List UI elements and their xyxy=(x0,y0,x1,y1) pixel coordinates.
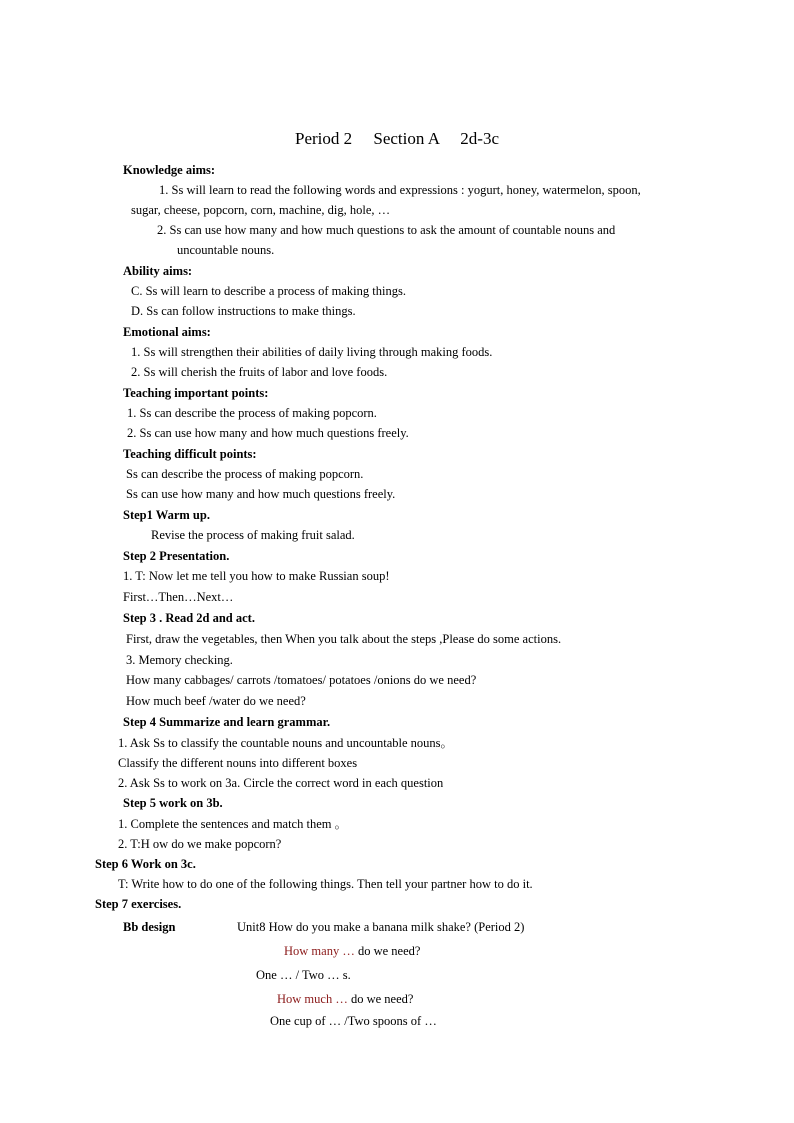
step4-line-1: 1. Ask Ss to classify the countable nouns and uncountable nouns。 xyxy=(118,736,454,750)
step2-line-2: First…Then…Next… xyxy=(123,590,234,604)
step5-line-1: 1. Complete the sentences and match them 。 xyxy=(118,817,348,831)
bb-how-much-line xyxy=(277,993,413,1006)
bb-how-many-label: How many … xyxy=(284,944,355,958)
step1-heading: Step1 Warm up. xyxy=(123,508,210,522)
ability-item-c: C. Ss will learn to describe a process of making things. xyxy=(131,284,406,298)
emotional-item-1: 1. Ss will strengthen their abilities of daily living through making foods. xyxy=(131,345,493,359)
bb-one-two-line: One … / Two … s. xyxy=(256,968,351,982)
step6-line-1: T: Write how to do one of the following things. Then tell your partner how to do it. xyxy=(118,877,533,891)
bb-how-many-line xyxy=(284,945,420,958)
step3-line-4: How much beef /water do we need? xyxy=(126,694,306,708)
knowledge-item-1-line-2: sugar, cheese, popcorn, corn, machine, dig, hole, … xyxy=(131,203,391,217)
step4-line-2: Classify the different nouns into different boxes xyxy=(118,756,358,770)
ability-item-d: D. Ss can follow instructions to make things. xyxy=(131,304,356,318)
step3-line-1: First, draw the vegetables, then When you talk about the steps ,Please do some actions. xyxy=(126,632,562,646)
step2-heading: Step 2 Presentation. xyxy=(123,549,230,563)
knowledge-item-2-line-1: 2. Ss can use how many and how much questions to ask the amount of countable nouns and xyxy=(157,223,616,237)
important-point-2: 2. Ss can use how many and how much questions freely. xyxy=(127,426,409,440)
bb-how-much-label: How much … xyxy=(277,992,348,1006)
step4-heading: Step 4 Summarize and learn grammar. xyxy=(123,715,331,729)
difficult-point-2: Ss can use how many and how much questions freely. xyxy=(126,487,396,501)
step5-heading: Step 5 work on 3b. xyxy=(123,796,223,810)
step3-line-3: How many cabbages/ carrots /tomatoes/ potatoes /onions do we need? xyxy=(126,673,477,687)
step5-line-2: 2. T:H ow do we make popcorn? xyxy=(118,837,282,851)
knowledge-item-2-line-2: uncountable nouns. xyxy=(177,243,275,257)
important-points-heading: Teaching important points: xyxy=(123,386,269,400)
important-point-1: 1. Ss can describe the process of making popcorn. xyxy=(127,406,377,420)
step7-heading: Step 7 exercises. xyxy=(95,897,182,911)
difficult-point-1: Ss can describe the process of making popcorn. xyxy=(126,467,364,481)
emotional-aims-heading: Emotional aims: xyxy=(123,325,211,339)
bb-unit-title: Unit8 How do you make a banana milk shake? (Period 2) xyxy=(237,920,525,934)
step6-heading: Step 6 Work on 3c. xyxy=(95,857,196,871)
bb-how-much-rest: do we need? xyxy=(347,992,414,1006)
difficult-points-heading: Teaching difficult points: xyxy=(123,447,257,461)
bb-design-heading: Bb design xyxy=(123,920,176,934)
emotional-item-2: 2. Ss will cherish the fruits of labor and love foods. xyxy=(131,365,388,379)
bb-how-many-rest: do we need? xyxy=(354,944,421,958)
page-title: Period 2 Section A 2d-3c xyxy=(295,129,499,148)
bb-cup-spoons-line: One cup of … /Two spoons of … xyxy=(270,1014,437,1028)
step4-line-3: 2. Ask Ss to work on 3a. Circle the correct word in each question xyxy=(118,776,444,790)
step1-line-1: Revise the process of making fruit salad. xyxy=(151,528,355,542)
knowledge-aims-heading: Knowledge aims: xyxy=(123,163,216,177)
step2-line-1: 1. T: Now let me tell you how to make Russian soup! xyxy=(123,569,390,583)
ability-aims-heading: Ability aims: xyxy=(123,264,193,278)
step3-heading: Step 3 . Read 2d and act. xyxy=(123,611,255,625)
knowledge-item-1-line-1: 1. Ss will learn to read the following words and expressions : yogurt, honey, watermelon, spoon, xyxy=(159,183,641,197)
step3-line-2: 3. Memory checking. xyxy=(126,653,233,667)
